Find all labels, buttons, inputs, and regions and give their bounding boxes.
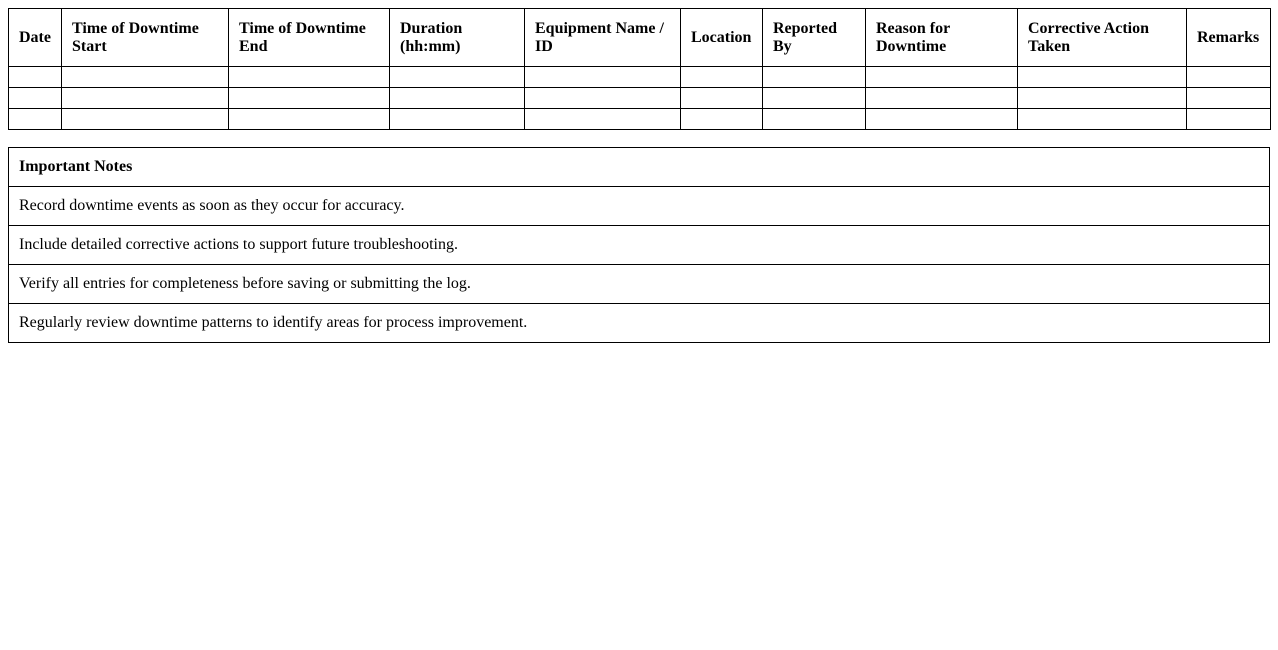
table-cell[interactable] [866, 88, 1018, 109]
table-cell[interactable] [9, 109, 62, 130]
table-cell[interactable] [681, 67, 763, 88]
column-header-equipment: Equipment Name / ID [525, 9, 681, 67]
table-cell[interactable] [9, 88, 62, 109]
column-header-duration: Duration (hh:mm) [390, 9, 525, 67]
column-header-reason: Reason for Downtime [866, 9, 1018, 67]
table-cell[interactable] [525, 109, 681, 130]
column-header-remarks: Remarks [1187, 9, 1271, 67]
column-header-reported-by: Reported By [763, 9, 866, 67]
column-header-corrective-action: Corrective Action Taken [1018, 9, 1187, 67]
notes-heading: Important Notes [9, 148, 1270, 187]
table-cell[interactable] [681, 109, 763, 130]
table-cell[interactable] [62, 109, 229, 130]
table-cell[interactable] [1018, 88, 1187, 109]
note-text: Verify all entries for completeness before saving or submitting the log. [9, 265, 1270, 304]
table-cell[interactable] [1187, 67, 1271, 88]
column-header-downtime-end: Time of Downtime End [229, 9, 390, 67]
table-cell[interactable] [525, 88, 681, 109]
note-text: Regularly review downtime patterns to identify areas for process improvement. [9, 304, 1270, 343]
table-cell[interactable] [681, 88, 763, 109]
table-cell[interactable] [866, 67, 1018, 88]
table-row [9, 109, 1271, 130]
table-cell[interactable] [763, 88, 866, 109]
list-item [9, 187, 1270, 226]
column-header-downtime-start: Time of Downtime Start [62, 9, 229, 67]
table-cell[interactable] [763, 109, 866, 130]
column-header-date: Date [9, 9, 62, 67]
table-cell[interactable] [390, 88, 525, 109]
table-cell[interactable] [390, 67, 525, 88]
list-item [9, 265, 1270, 304]
note-text: Record downtime events as soon as they occur for accuracy. [9, 187, 1270, 226]
column-header-location: Location [681, 9, 763, 67]
table-cell[interactable] [525, 67, 681, 88]
table-cell[interactable] [62, 88, 229, 109]
table-cell[interactable] [1018, 67, 1187, 88]
notes-heading-row [9, 148, 1270, 187]
table-cell[interactable] [62, 67, 229, 88]
table-cell[interactable] [229, 88, 390, 109]
table-cell[interactable] [390, 109, 525, 130]
table-row [9, 88, 1271, 109]
downtime-log-table [8, 8, 1271, 130]
table-cell[interactable] [229, 109, 390, 130]
table-cell[interactable] [1018, 109, 1187, 130]
table-header-row [9, 9, 1271, 67]
table-cell[interactable] [763, 67, 866, 88]
list-item [9, 304, 1270, 343]
table-cell[interactable] [866, 109, 1018, 130]
table-row [9, 67, 1271, 88]
note-text: Include detailed corrective actions to support future troubleshooting. [9, 226, 1270, 265]
important-notes-table [8, 147, 1270, 343]
table-cell[interactable] [229, 67, 390, 88]
table-cell[interactable] [1187, 88, 1271, 109]
table-cell[interactable] [9, 67, 62, 88]
list-item [9, 226, 1270, 265]
table-cell[interactable] [1187, 109, 1271, 130]
